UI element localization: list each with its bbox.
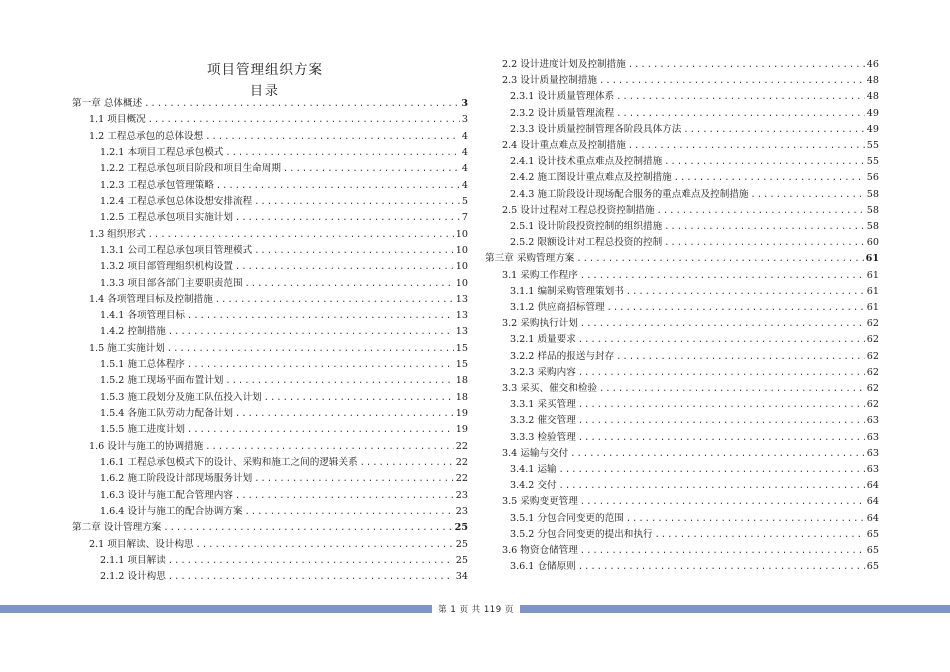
toc-entry[interactable] (100, 211, 468, 225)
toc-entry[interactable] (510, 431, 879, 445)
toc-entry-title: 1.6 设计与施工的协调措施 (89, 440, 204, 452)
toc-entry-title: 3.4.2 交付 (510, 480, 557, 492)
toc-entry-title: 2.3 设计质量控制措施 (502, 75, 598, 87)
toc-page-number: 48 (866, 75, 879, 87)
toc-entry[interactable] (502, 544, 879, 558)
toc-entry[interactable] (100, 456, 468, 470)
toc-entry[interactable] (502, 447, 879, 461)
toc-chapter-entry[interactable] (72, 521, 468, 535)
toc-entry[interactable] (100, 554, 468, 568)
toc-entry-title: 2.4.3 施工阶段设计现场配合服务的重点难点及控制措施 (510, 188, 749, 200)
toc-dot-leader (144, 98, 459, 111)
toc-page-number: 4 (461, 179, 468, 191)
toc-dot-leader (167, 343, 454, 356)
toc-entry-title: 1.4.2 控制措施 (100, 326, 166, 338)
toc-entry-title: 第三章 采购管理方案 (485, 253, 575, 265)
toc-entry-title: 3.5.2 分包合同变更的提出和执行 (510, 528, 653, 540)
toc-entry-title: 2.5 设计过程对工程总投资控制措施 (502, 204, 655, 216)
toc-page-number: 19 (455, 408, 468, 420)
toc-dot-leader (570, 448, 865, 461)
toc-entry-title: 1.6.4 设计与施工的配合协调方案 (100, 506, 243, 517)
toc-entry-title: 1.3.2 项目部管理组织机构设置 (100, 261, 233, 273)
toc-dot-leader (578, 367, 865, 380)
toc-entry[interactable] (89, 538, 468, 552)
toc-page-number: 3 (461, 114, 468, 126)
toc-page-number: 10 (455, 228, 468, 240)
toc-page-number: 65 (866, 545, 879, 556)
toc-entry-title: 1.6.2 施工阶段设计部现场服务计划 (100, 473, 253, 485)
toc-entry-title: 第一章 总体概述 (72, 98, 143, 109)
toc-page-number: 55 (866, 140, 879, 151)
footer-bar-right (520, 605, 950, 613)
toc-dot-leader (664, 237, 865, 250)
toc-entry[interactable] (510, 171, 879, 185)
toc-entry-title: 1.5.3 施工段划分及施工队伍投入计划 (100, 391, 262, 403)
toc-page-number: 4 (461, 163, 468, 175)
toc-entry-title: 3.2.1 质量要求 (510, 334, 576, 346)
toc-dot-leader (187, 310, 454, 323)
toc-dot-leader (628, 59, 865, 72)
toc-page-number: 46 (866, 59, 879, 70)
toc-dot-leader (626, 286, 865, 299)
toc-dot-leader (599, 383, 865, 396)
toc-dot-leader (235, 261, 454, 274)
toc-page-number: 49 (866, 107, 879, 119)
toc-entry[interactable] (100, 489, 468, 503)
toc-dot-leader (205, 441, 454, 454)
toc-dot-leader (578, 399, 865, 412)
toc-dot-leader (360, 457, 454, 470)
toc-dot-leader (283, 163, 460, 176)
toc-page-number: 65 (866, 528, 879, 540)
toc-entry[interactable] (510, 285, 879, 299)
toc-dot-leader (148, 229, 454, 242)
toc-entry-title: 1.4 各项管理目标及控制措施 (89, 293, 213, 305)
toc-entry-title: 2.4 设计重点难点及控制措施 (502, 140, 626, 151)
toc-dot-leader (168, 571, 454, 584)
toc-entry[interactable] (100, 358, 468, 372)
toc-page-number: 48 (866, 91, 879, 103)
toc-page-number: 13 (455, 310, 468, 322)
toc-entry-title: 1.3.3 项目部各部门主要职责范围 (100, 277, 243, 289)
toc-entry-title: 1.5.1 施工总体程序 (100, 359, 186, 371)
toc-dot-leader (559, 464, 865, 477)
toc-entry-title: 2.1.2 设计构思 (100, 571, 166, 583)
toc-page-number: 25 (455, 538, 468, 550)
toc-entry-title: 2.3.3 设计质量控制管理各阶段具体方法 (510, 123, 682, 135)
toc-dot-leader (187, 424, 454, 437)
toc-entry-title: 2.5.1 设计阶段投资控制的组织措施 (510, 221, 663, 232)
toc-entry[interactable] (510, 123, 879, 137)
toc-entry[interactable] (100, 162, 468, 176)
toc-entry-title: 1.2.3 工程总承包管理策略 (100, 179, 214, 191)
toc-entry[interactable] (502, 382, 879, 396)
toc-dot-leader (245, 278, 454, 291)
toc-entry-title: 3.4 运输与交付 (502, 447, 569, 459)
toc-page-number: 13 (455, 293, 468, 305)
toc-entry[interactable] (100, 423, 468, 437)
toc-entry[interactable] (510, 90, 879, 104)
toc-dot-leader (168, 326, 454, 339)
toc-page-number: 61 (866, 302, 879, 313)
footer-bar-left (0, 605, 432, 613)
toc-entry-title: 1.4.1 各项管理目标 (100, 310, 186, 322)
toc-page-number: 65 (866, 561, 879, 573)
toc-dot-leader (578, 432, 865, 445)
toc-entry-title: 1.3 组织形式 (89, 228, 146, 240)
toc-entry-title: 3.3 采买、催交和检验 (502, 383, 598, 394)
page-number-footer: 第 1 页 共 119 页 (438, 605, 514, 615)
toc-entry-title: 3.6.1 仓储原则 (510, 561, 576, 573)
toc-entry-title: 2.4.1 设计技术重点难点及控制措施 (510, 156, 663, 168)
toc-dot-leader (580, 496, 865, 509)
toc-page-number: 15 (455, 359, 468, 371)
toc-dot-leader (254, 245, 454, 258)
toc-page-number: 5 (461, 195, 468, 207)
toc-entry[interactable] (100, 179, 468, 193)
toc-entry-title: 3.1.2 供应商招标管理 (510, 302, 605, 313)
toc-entry-title: 2.5.2 限额设计对工程总投资的控制 (510, 237, 663, 249)
toc-dot-leader (148, 114, 460, 127)
toc-page-number: 61 (866, 285, 879, 297)
toc-dot-leader (664, 221, 865, 234)
toc-page-number: 62 (866, 366, 879, 378)
toc-entry-title: 2.1.1 项目解读 (100, 554, 166, 566)
toc-entry[interactable] (89, 440, 468, 454)
toc-dot-leader (628, 140, 865, 153)
toc-page-number: 3 (461, 98, 468, 109)
toc-dot-leader (578, 334, 865, 347)
toc-entry-title: 1.2.5 工程总承包项目实施计划 (100, 212, 233, 224)
toc-page-number: 55 (866, 156, 879, 168)
toc-entry[interactable] (100, 260, 468, 274)
toc-entry-title: 3.3.3 检验管理 (510, 431, 576, 443)
toc-dot-leader (264, 392, 454, 405)
toc-entry-title: 3.5 采购变更管理 (502, 496, 578, 508)
toc-entry-title: 3.1.1 编制采购管理策划书 (510, 285, 624, 297)
toc-dot-leader (616, 91, 865, 104)
toc-entry[interactable] (89, 342, 468, 356)
toc-entry[interactable] (502, 139, 879, 153)
toc-dot-leader (235, 408, 454, 421)
toc-page-number: 23 (455, 489, 468, 501)
toc-page-number: 62 (866, 383, 879, 394)
toc-entry-title: 3.5.1 分包合同变更的范围 (510, 512, 624, 524)
toc-page-number: 64 (866, 496, 879, 508)
toc-page-number: 34 (455, 571, 468, 583)
toc-dot-leader (254, 473, 454, 486)
toc-entry[interactable] (510, 560, 879, 574)
toc-entry-title: 1.6.3 设计与施工配合管理内容 (100, 489, 233, 501)
toc-page-number: 13 (455, 326, 468, 338)
toc-page-number: 18 (455, 375, 468, 387)
toc-page-number: 61 (866, 269, 879, 281)
toc-page-number: 22 (455, 473, 468, 485)
toc-dot-leader (215, 294, 454, 307)
toc-entry-title: 1.2 工程总承包的总体设想 (89, 130, 204, 142)
toc-page-number: 58 (866, 188, 879, 200)
toc-page-number: 10 (455, 277, 468, 289)
toc-dot-leader (751, 189, 865, 202)
toc-page-number: 10 (455, 261, 468, 273)
toc-entry-title: 3.3.2 催交管理 (510, 415, 576, 427)
toc-page-number: 62 (866, 350, 879, 362)
toc-entry-title: 第二章 设计管理方案 (72, 522, 162, 534)
toc-entry[interactable] (502, 317, 879, 331)
toc-entry-title: 1.5.2 施工现场平面布置计划 (100, 375, 224, 387)
toc-dot-leader (578, 415, 865, 428)
toc-page-number: 23 (455, 506, 468, 517)
toc-entry[interactable] (510, 333, 879, 347)
toc-entry-title: 1.2.2 工程总承包项目阶段和项目生命周期 (100, 163, 281, 175)
toc-entry[interactable] (510, 479, 879, 493)
toc-entry-title: 3.1 采购工作程序 (502, 269, 578, 281)
toc-entry[interactable] (100, 146, 468, 160)
toc-entry-title: 2.1 项目解读、设计构思 (89, 538, 194, 550)
toc-entry-title: 1.2.4 工程总承包总体设想安排流程 (100, 195, 253, 207)
toc-entry[interactable] (502, 74, 879, 88)
toc-dot-leader (580, 318, 865, 331)
toc-entry[interactable] (100, 244, 468, 258)
toc-page-number: 25 (454, 522, 468, 534)
toc-dot-leader (599, 75, 865, 88)
toc-entry[interactable] (502, 269, 879, 283)
toc-chapter-entry[interactable] (72, 97, 468, 111)
toc-page-number: 58 (866, 204, 879, 216)
toc-entry-title: 1.6.1 工程总承包模式下的设计、采购和施工之间的逻辑关系 (100, 457, 358, 469)
toc-entry-title: 3.2.3 采购内容 (510, 366, 576, 378)
toc-dot-leader (674, 172, 865, 185)
toc-chapter-entry[interactable] (485, 252, 879, 266)
toc-entry-title: 3.4.1 运输 (510, 464, 557, 475)
toc-page-number: 58 (866, 221, 879, 232)
toc-dot-leader (225, 147, 459, 160)
toc-entry[interactable] (510, 463, 879, 477)
toc-entry[interactable] (510, 188, 879, 202)
toc-dot-leader (616, 108, 865, 121)
toc-entry[interactable] (100, 195, 468, 209)
toc-dot-leader (626, 513, 865, 526)
toc-entry[interactable] (89, 130, 468, 144)
toc-entry[interactable] (510, 512, 879, 526)
toc-dot-leader (559, 480, 865, 493)
toc-entry-title: 2.4.2 施工图设计重点难点及控制措施 (510, 172, 672, 184)
toc-entry-title: 3.2.2 样品的报送与封存 (510, 350, 615, 362)
toc-dot-leader (607, 302, 865, 315)
toc-dot-leader (196, 539, 454, 552)
toc-entry[interactable] (100, 277, 468, 291)
toc-entry[interactable] (510, 398, 879, 412)
toc-entry[interactable] (100, 309, 468, 323)
toc-entry[interactable] (100, 325, 468, 339)
toc-entry-title: 1.5 施工实施计划 (89, 342, 165, 354)
toc-dot-leader (205, 131, 460, 144)
toc-entry[interactable] (502, 204, 879, 218)
toc-dot-leader (235, 490, 454, 503)
toc-entry-title: 1.5.5 施工进度计划 (100, 424, 186, 436)
toc-page-number: 63 (866, 431, 879, 443)
toc-entry-title: 3.2 采购执行计划 (502, 318, 578, 330)
toc-entry[interactable] (89, 228, 468, 242)
document-title: 项目管理组织方案 (207, 62, 323, 78)
toc-dot-leader (168, 555, 454, 568)
toc-entry[interactable] (510, 350, 879, 364)
toc-entry[interactable] (510, 414, 879, 428)
toc-entry-title: 3.6 物资仓储管理 (502, 545, 578, 556)
toc-dot-leader (216, 180, 460, 193)
toc-entry-title: 2.3.2 设计质量管理流程 (510, 107, 615, 119)
toc-entry-title: 2.2 设计进度计划及控制措施 (502, 59, 626, 70)
toc-page-number: 15 (455, 342, 468, 354)
toc-dot-leader (576, 253, 863, 266)
toc-entry[interactable] (100, 374, 468, 388)
toc-page-number: 62 (866, 318, 879, 330)
toc-dot-leader (683, 124, 864, 137)
toc-entry[interactable] (510, 528, 879, 542)
toc-dot-leader (163, 522, 452, 535)
toc-page-number: 7 (461, 212, 468, 224)
toc-page-number: 62 (866, 334, 879, 346)
toc-page-number: 62 (866, 399, 879, 411)
toc-dot-leader (664, 156, 865, 169)
toc-page-number: 18 (455, 391, 468, 403)
toc-entry[interactable] (502, 58, 879, 72)
toc-entry[interactable] (510, 155, 879, 169)
toc-entry-title: 1.2.1 本项目工程总承包模式 (100, 146, 224, 158)
toc-entry-title: 1.3.1 公司工程总承包项目管理模式 (100, 244, 253, 256)
toc-entry-title: 1.1 项目概况 (89, 114, 146, 126)
toc-entry[interactable] (510, 220, 879, 234)
toc-entry[interactable] (100, 407, 468, 421)
toc-page-number: 60 (866, 237, 879, 249)
toc-page-number: 56 (866, 172, 879, 184)
toc-dot-leader (254, 196, 460, 209)
toc-entry[interactable] (510, 236, 879, 250)
toc-heading: 目录 (249, 84, 280, 99)
toc-page-number: 63 (866, 464, 879, 475)
toc-entry[interactable] (100, 472, 468, 486)
toc-dot-leader (235, 212, 460, 225)
toc-entry[interactable] (502, 495, 879, 509)
toc-page-number: 64 (866, 480, 879, 492)
toc-page-number: 22 (455, 457, 468, 469)
toc-dot-leader (580, 545, 865, 558)
toc-page-number: 64 (866, 512, 879, 524)
toc-page-number: 63 (866, 415, 879, 427)
toc-page-number: 49 (866, 123, 879, 135)
toc-dot-leader (657, 205, 865, 218)
toc-dot-leader (187, 359, 454, 372)
toc-dot-leader (245, 506, 454, 519)
toc-page-number: 10 (455, 244, 468, 256)
toc-entry[interactable] (89, 113, 468, 127)
toc-entry[interactable] (510, 366, 879, 380)
toc-dot-leader (578, 561, 865, 574)
toc-entry[interactable] (510, 107, 879, 121)
toc-page-number: 19 (455, 424, 468, 436)
toc-dot-leader (225, 375, 453, 388)
toc-entry[interactable] (510, 301, 879, 315)
toc-entry[interactable] (100, 570, 468, 584)
toc-page-number: 22 (455, 440, 468, 452)
toc-entry-title: 2.3.1 设计质量管理体系 (510, 91, 615, 103)
toc-entry[interactable] (100, 391, 468, 405)
toc-dot-leader (616, 351, 865, 364)
toc-entry[interactable] (89, 293, 468, 307)
toc-page-number: 25 (455, 554, 468, 566)
toc-entry[interactable] (100, 505, 468, 519)
toc-page-number: 61 (865, 253, 879, 265)
toc-page-number: 4 (461, 146, 468, 158)
toc-entry-title: 3.3.1 采买管理 (510, 399, 576, 411)
toc-page-number: 4 (461, 130, 468, 142)
toc-dot-leader (580, 270, 865, 283)
toc-dot-leader (655, 529, 865, 542)
toc-entry-title: 1.5.4 各施工队劳动力配备计划 (100, 408, 233, 420)
toc-page-number: 63 (866, 447, 879, 459)
